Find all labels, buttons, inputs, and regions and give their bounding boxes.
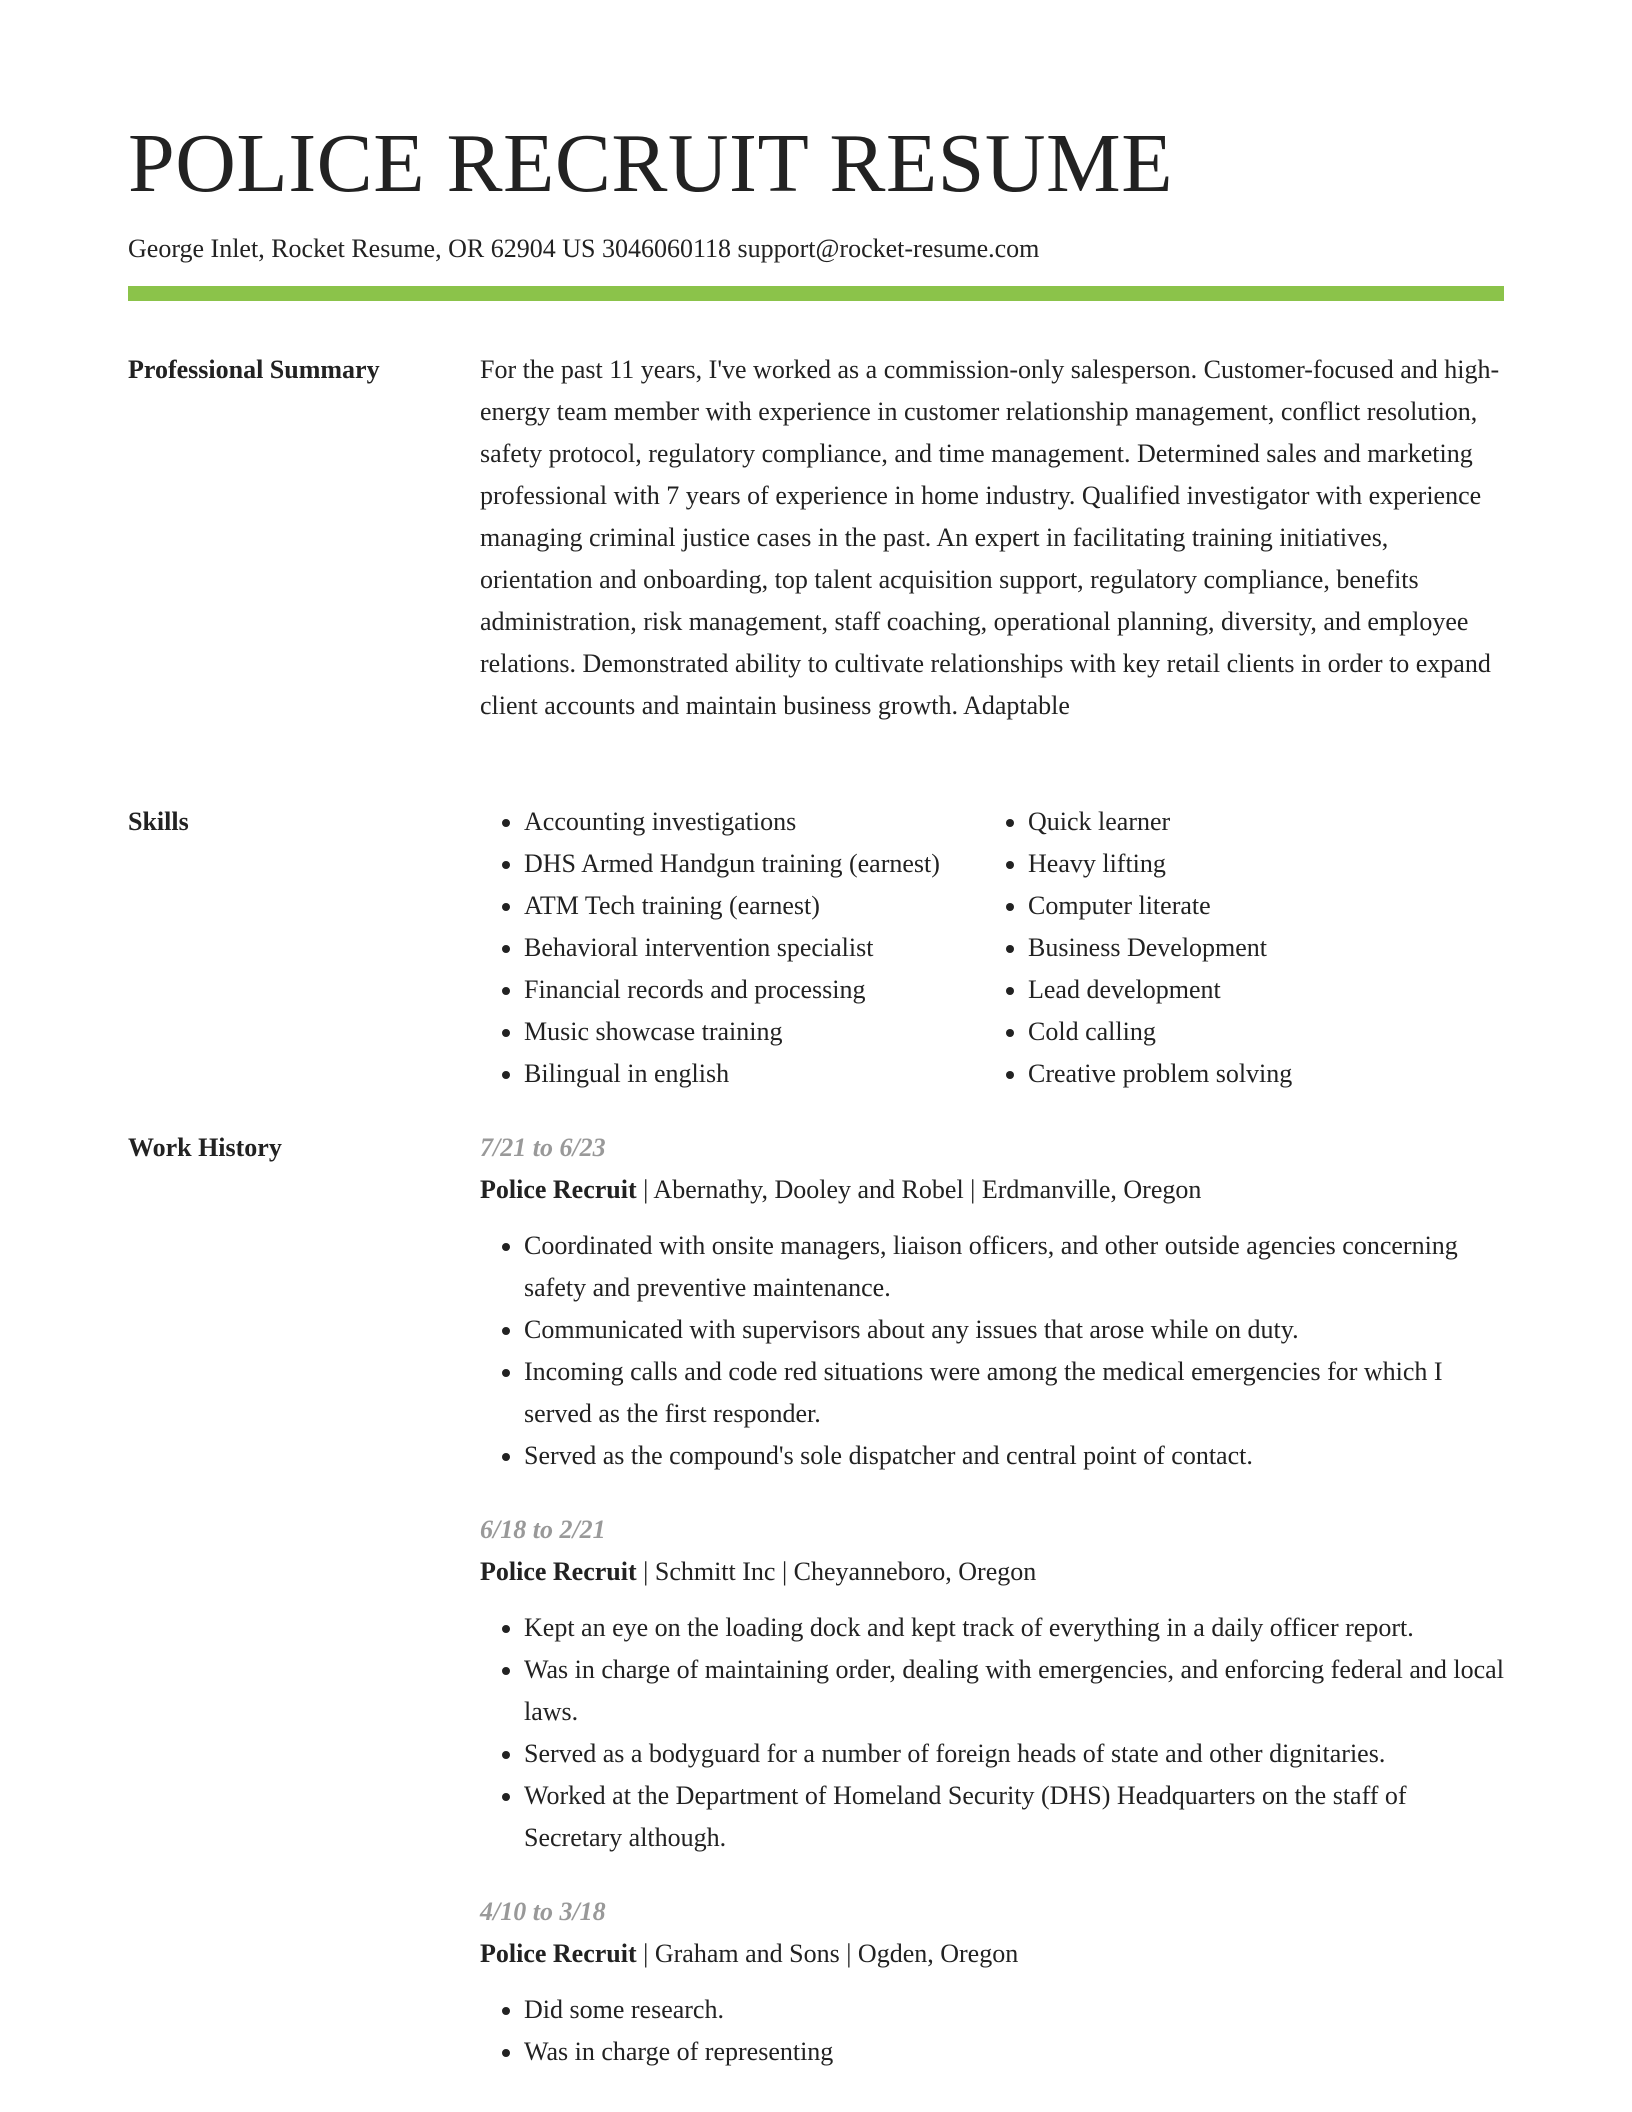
resume-title: POLICE RECRUIT RESUME (128, 117, 1174, 210)
skills-column-left (480, 801, 984, 1095)
work-history-body (480, 1127, 1506, 2105)
job-employer-location: | Graham and Sons | Ogden, Oregon (636, 1939, 1019, 1968)
summary-text: For the past 11 years, I've worked as a commission-only salesperson. Customer-focused and high-energy team member with experience in customer relationship management, conflict resolution, safety protocol, regulatory compliance, and time management. Determined sales and marketing professional with 7 years of experience in home industry. Qualified investigator with experience managing criminal justice cases in the past. An expert in facilitating training initiatives, orientation and onboarding, top talent acquisition support, regulatory compliance, benefits administration, risk management, staff coaching, operational planning, diversity, and employee relations. Demonstrated ability to cultivate relationships with key retail clients in order to expand client accounts and maintain business growth. Adaptable (480, 355, 1500, 720)
skill-item: • Business Development (1028, 927, 1488, 969)
skill-item: • Computer literate (1028, 885, 1488, 927)
job-bullet: • Was in charge of representing (524, 2031, 1506, 2073)
job-bullets (480, 1607, 1506, 1859)
job-bullet: • Was in charge of maintaining order, dealing with emergencies, and enforcing federal and local laws. (524, 1649, 1506, 1733)
job-title-line (480, 1551, 1506, 1593)
summary-heading: Professional Summary (128, 355, 380, 384)
skill-item: • Heavy lifting (1028, 843, 1488, 885)
job-bullet: • Incoming calls and code red situations were among the medical emergencies for which I served as the first responder. (524, 1351, 1506, 1435)
skills-columns (480, 801, 1506, 1095)
skill-item: • Accounting investigations (524, 801, 984, 843)
skill-item: • ATM Tech training (earnest) (524, 885, 984, 927)
skill-item: • Financial records and processing (524, 969, 984, 1011)
skill-item: • Bilingual in english (524, 1053, 984, 1095)
skills-heading: Skills (128, 807, 189, 836)
skill-item: • Music showcase training (524, 1011, 984, 1053)
skills-body (480, 801, 1506, 1095)
skill-item: • Quick learner (1028, 801, 1488, 843)
job-employer-location: | Schmitt Inc | Cheyanneboro, Oregon (636, 1557, 1037, 1586)
job-bullets (480, 1989, 1506, 2073)
job-bullet: • Served as the compound's sole dispatcher and central point of contact. (524, 1435, 1506, 1477)
job-bullets (480, 1225, 1506, 1477)
job-bullet: • Worked at the Department of Homeland Security (DHS) Headquarters on the staff of Secretary although. (524, 1775, 1506, 1859)
job-bullet: • Did some research. (524, 1989, 1506, 2031)
skill-item: • Lead development (1028, 969, 1488, 1011)
job-bullet: • Communicated with supervisors about any issues that arose while on duty. (524, 1309, 1506, 1351)
skill-item: • Behavioral intervention specialist (524, 927, 984, 969)
summary-body (480, 349, 1506, 727)
job-bullet: • Kept an eye on the loading dock and kept track of everything in a daily officer report. (524, 1607, 1506, 1649)
job-title: Police Recruit (480, 1557, 637, 1586)
job-title-line (480, 1169, 1506, 1211)
job-entry (480, 1509, 1506, 1859)
job-dates: 7/21 to 6/23 (480, 1133, 606, 1162)
job-employer-location: | Abernathy, Dooley and Robel | Erdmanville, Oregon (636, 1175, 1202, 1204)
job-entry (480, 1891, 1506, 2073)
job-dates: 6/18 to 2/21 (480, 1515, 606, 1544)
skill-item: • Cold calling (1028, 1011, 1488, 1053)
skill-item: • DHS Armed Handgun training (earnest) (524, 843, 984, 885)
skills-column-right (984, 801, 1488, 1095)
skill-item: • Creative problem solving (1028, 1053, 1488, 1095)
job-bullet: • Coordinated with onsite managers, liaison officers, and other outside agencies concerning safety and preventive maintenance. (524, 1225, 1506, 1309)
job-title: Police Recruit (480, 1175, 637, 1204)
accent-divider (128, 286, 1504, 301)
job-title: Police Recruit (480, 1939, 637, 1968)
work-history-heading: Work History (128, 1133, 282, 1162)
job-title-line (480, 1933, 1506, 1975)
job-dates: 4/10 to 3/18 (480, 1897, 606, 1926)
job-entry (480, 1127, 1506, 1477)
contact-line: George Inlet, Rocket Resume, OR 62904 US 3046060118 support@rocket-resume.com (128, 234, 1040, 263)
job-bullet: • Served as a bodyguard for a number of foreign heads of state and other dignitaries. (524, 1733, 1506, 1775)
